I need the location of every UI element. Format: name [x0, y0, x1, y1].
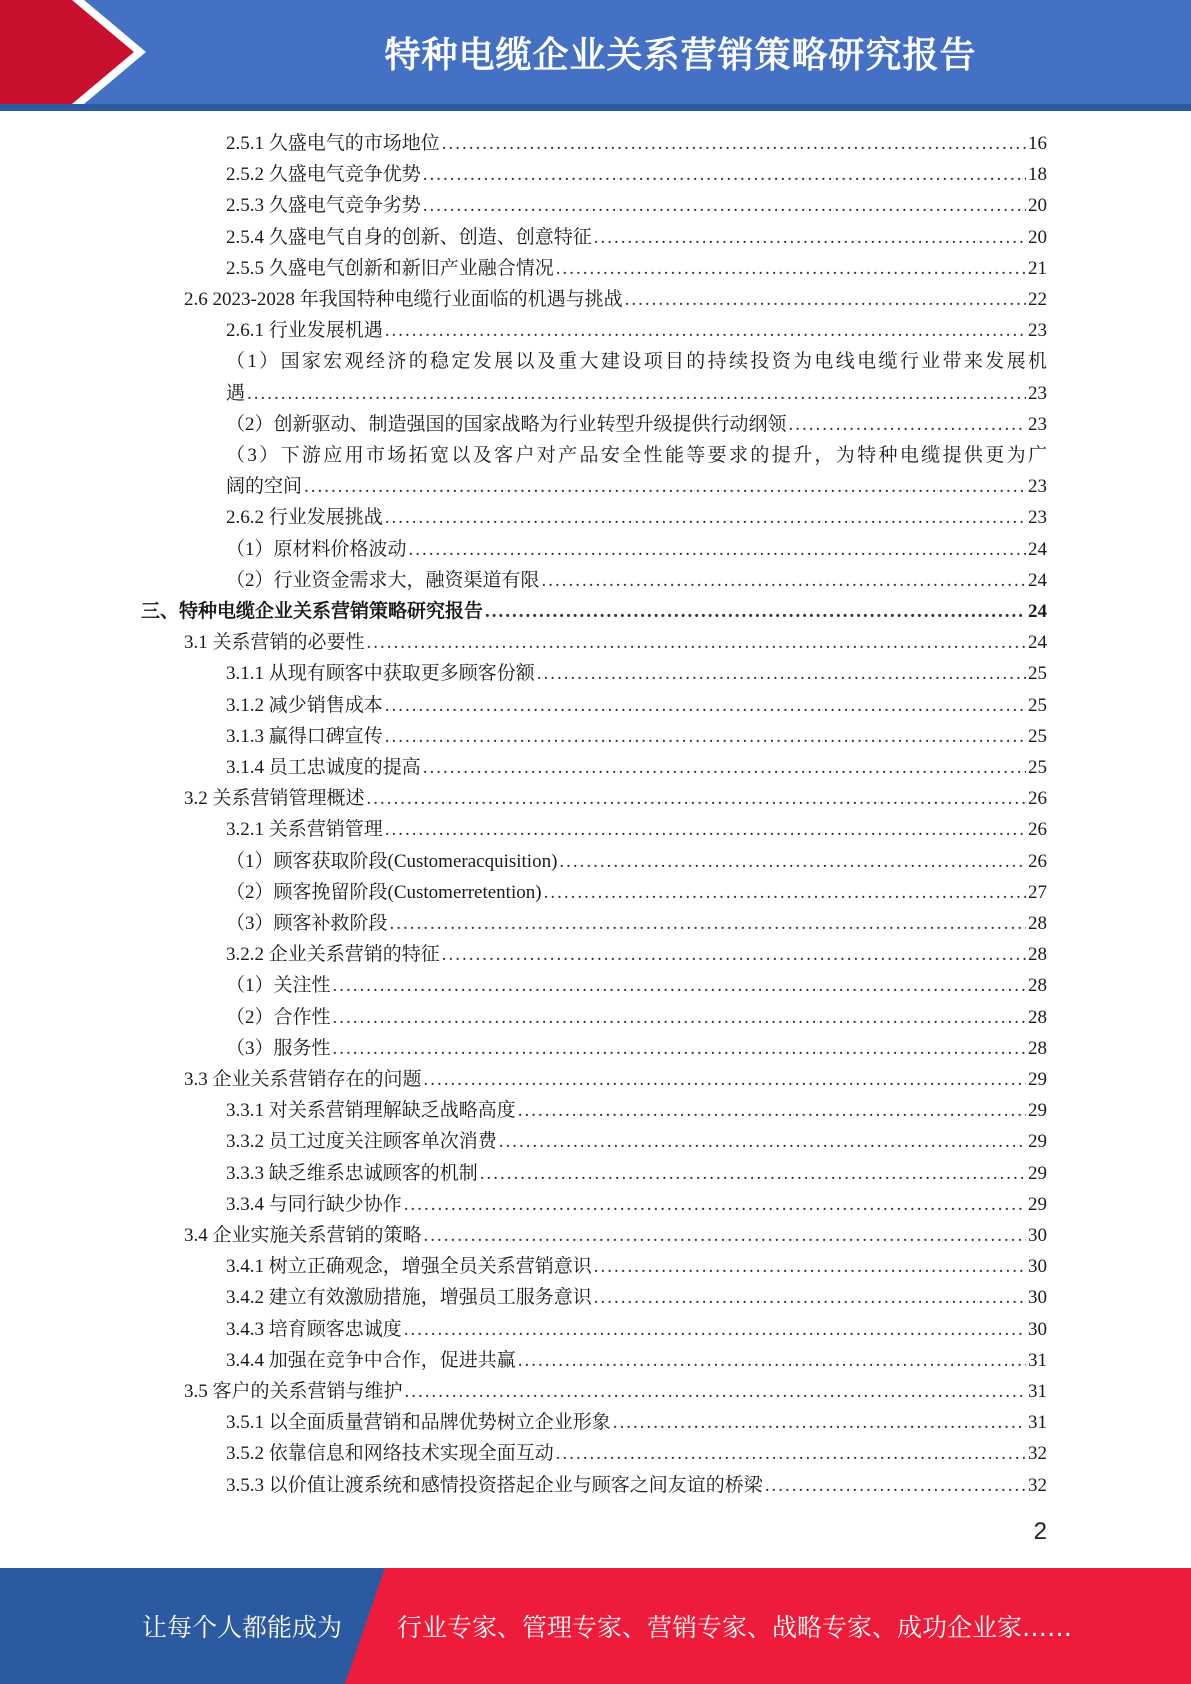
toc-entry[interactable] — [0, 1470, 1191, 1501]
toc-entry-title: 3.1.2 减少销售成本 — [226, 694, 383, 716]
toc-dot-leader — [442, 939, 1026, 970]
toc-entry-page: 20 — [1028, 226, 1047, 248]
toc-entry[interactable] — [0, 128, 1191, 159]
toc-dot-leader — [594, 1282, 1026, 1313]
toc-dot-leader — [789, 409, 1026, 440]
toc-entry[interactable] — [0, 908, 1191, 939]
toc-entry-line — [226, 128, 1047, 159]
toc-dot-leader — [537, 658, 1026, 689]
toc-entry-title: 2.6.1 行业发展机遇 — [226, 320, 383, 342]
toc-entry-line — [226, 502, 1047, 533]
toc-entry-title: 2.5.4 久盛电气自身的创新、创造、创意特征 — [226, 226, 592, 248]
toc-entry-page: 25 — [1028, 757, 1047, 778]
toc-entry-page: 29 — [1028, 1069, 1047, 1090]
toc-entry-title: 3.5.2 依靠信息和网络技术实现全面互动 — [226, 1443, 554, 1465]
toc-entry-line — [226, 1095, 1047, 1126]
toc-entry-line — [226, 846, 1047, 877]
toc-entry[interactable] — [0, 846, 1191, 877]
toc-entry-page: 29 — [1028, 1193, 1047, 1215]
toc-entry-title: （2）创新驱动、制造强国的国家战略为行业转型升级提供行动纲领 — [226, 413, 787, 435]
toc-entry-page: 26 — [1028, 788, 1047, 810]
toc-dot-leader — [409, 534, 1026, 565]
toc-entry-line — [184, 1376, 1047, 1407]
toc-entry-line — [226, 253, 1047, 284]
toc-entry[interactable] — [0, 596, 1191, 627]
toc-entry-title: 3.1 关系营销的必要性 — [184, 632, 365, 654]
toc-entry-title: 2.5.2 久盛电气竞争优势 — [226, 164, 421, 186]
toc-dot-leader — [499, 1126, 1026, 1157]
toc-entry[interactable] — [0, 627, 1191, 658]
toc-entry-title: 3.1.4 员工忠诚度的提高 — [226, 757, 421, 778]
toc-entry-page: 28 — [1028, 913, 1047, 934]
toc-entry-page: 25 — [1028, 663, 1047, 685]
toc-entry-title: （1）关注性 — [226, 975, 331, 997]
toc-entry-title: 三、特种电缆企业关系营销策略研究报告 — [141, 601, 484, 622]
toc-entry-page: 23 — [1028, 476, 1047, 498]
toc-dot-leader — [480, 1158, 1026, 1189]
toc-entry-title: （3）服务性 — [226, 1037, 331, 1059]
toc-entry-page: 30 — [1028, 1287, 1047, 1309]
toc-entry-title: （2）顾客挽留阶段(Customerretention) — [226, 881, 542, 903]
toc-entry[interactable] — [0, 877, 1191, 908]
toc-entry-title: 阔的空间 — [226, 476, 303, 498]
toc-entry-line — [226, 1189, 1047, 1220]
toc-dot-leader — [518, 1345, 1026, 1376]
toc-entry-page: 28 — [1028, 1006, 1047, 1028]
toc-entry-line — [226, 534, 1047, 565]
toc-entry-title: 2.5.5 久盛电气创新和新旧产业融合情况 — [226, 257, 554, 279]
toc-dot-leader — [424, 1064, 1026, 1095]
toc-entry-line — [226, 1282, 1047, 1313]
toc-entry-page: 23 — [1028, 507, 1047, 529]
toc-dot-leader — [423, 159, 1026, 190]
toc-entry[interactable] — [0, 1033, 1191, 1064]
toc-dot-leader — [442, 128, 1026, 159]
toc-entry[interactable] — [0, 1376, 1191, 1407]
page-header — [0, 0, 1191, 111]
toc-entry[interactable] — [0, 1282, 1191, 1313]
toc-entry[interactable] — [0, 565, 1191, 596]
toc-dot-leader — [423, 190, 1026, 221]
toc-entry-page: 32 — [1028, 1443, 1047, 1465]
toc-entry-page: 28 — [1028, 944, 1047, 966]
toc-entry-page: 25 — [1028, 725, 1047, 747]
toc-entry-title-first-line: （3）下游应用市场拓宽以及客户对产品安全性能等要求的提升，为特种电缆提供更为广 — [226, 445, 1047, 466]
toc-dot-leader — [385, 315, 1026, 346]
toc-entry[interactable] — [0, 471, 1191, 502]
toc-entry-line — [226, 1002, 1047, 1033]
toc-entry[interactable] — [0, 284, 1191, 315]
toc-dot-leader — [385, 814, 1026, 845]
toc-entry-title: 3.4.4 加强在竞争中合作，促进共赢 — [226, 1349, 516, 1371]
toc-entry-line — [226, 1158, 1047, 1189]
toc-entry-line — [226, 721, 1047, 752]
toc-entry-title: （2）行业资金需求大，融资渠道有限 — [226, 569, 540, 591]
toc-entry-title: 3.1.1 从现有顾客中获取更多顾客份额 — [226, 663, 535, 685]
toc-dot-leader — [385, 502, 1026, 533]
toc-dot-leader — [333, 970, 1026, 1001]
toc-entry[interactable] — [0, 1158, 1191, 1189]
toc-entry-page: 24 — [1028, 632, 1047, 654]
toc-entry-line — [226, 690, 1047, 721]
toc-entry-title: 3.1.3 赢得口碑宣传 — [226, 725, 383, 747]
toc-entry[interactable] — [0, 1189, 1191, 1220]
toc-dot-leader — [556, 253, 1026, 284]
toc-entry-page: 29 — [1028, 1162, 1047, 1184]
toc-entry[interactable] — [0, 783, 1191, 814]
toc-entry[interactable] — [0, 1002, 1191, 1033]
toc-dot-leader — [424, 1220, 1026, 1251]
toc-entry-page: 21 — [1028, 257, 1047, 279]
toc-entry-line — [184, 284, 1047, 315]
toc-entry-line — [226, 814, 1047, 845]
toc-entry-page: 26 — [1028, 819, 1047, 841]
toc-entry-page: 24 — [1028, 538, 1047, 560]
toc-dot-leader — [390, 908, 1026, 939]
toc-dot-leader — [542, 565, 1026, 596]
toc-dot-leader — [333, 1002, 1026, 1033]
toc-entry-page: 18 — [1028, 164, 1047, 186]
toc-entry[interactable] — [0, 970, 1191, 1001]
toc-entry-page: 30 — [1028, 1318, 1047, 1340]
toc-dot-leader — [485, 596, 1026, 627]
toc-entry-title: 2.5.3 久盛电气竞争劣势 — [226, 195, 421, 217]
toc-entry[interactable] — [0, 253, 1191, 284]
toc-entry-line — [226, 1251, 1047, 1282]
toc-entry-line — [184, 1064, 1047, 1095]
toc-entry-title: 3.2.1 关系营销管理 — [226, 819, 383, 841]
toc-entry-line — [184, 783, 1047, 814]
toc-entry-page: 20 — [1028, 195, 1047, 217]
toc-dot-leader — [385, 690, 1026, 721]
toc-entry[interactable] — [0, 378, 1191, 409]
toc-entry-title: 3.3.2 员工过度关注顾客单次消费 — [226, 1131, 497, 1153]
toc-entry-title: 3.5.3 以价值让渡系统和感情投资搭起企业与顾客之间友谊的桥梁 — [226, 1474, 763, 1496]
toc-entry-line — [226, 1126, 1047, 1157]
toc-entry-line — [226, 222, 1047, 253]
toc-entry[interactable] — [0, 1095, 1191, 1126]
toc-entry-line — [226, 1345, 1047, 1376]
toc-entry-title: （2）合作性 — [226, 1006, 331, 1028]
toc-entry-line — [226, 658, 1047, 689]
toc-entry-wrapped-line[interactable] — [0, 440, 1191, 471]
toc-dot-leader — [544, 877, 1026, 908]
toc-entry[interactable] — [0, 1064, 1191, 1095]
toc-dot-leader — [765, 1470, 1026, 1501]
toc-entry-page: 16 — [1028, 133, 1047, 154]
toc-entry-title: 3.2.2 企业关系营销的特征 — [226, 944, 440, 966]
toc-entry-title: 遇 — [226, 382, 246, 404]
toc-entry[interactable] — [0, 939, 1191, 970]
header-title: 特种电缆企业关系营销策略研究报告 — [384, 34, 977, 76]
toc-entry-line — [226, 565, 1047, 596]
toc-dot-leader — [404, 1314, 1026, 1345]
toc-dot-leader — [625, 284, 1026, 315]
toc-entry-line — [226, 1314, 1047, 1345]
toc-entry-title: 3.5.1 以全面质量营销和品牌优势树立企业形象 — [226, 1412, 611, 1434]
toc-entry-page: 30 — [1028, 1225, 1047, 1246]
toc-entry-title: 3.2 关系营销管理概述 — [184, 788, 365, 810]
toc-dot-leader — [594, 222, 1026, 253]
toc-entry-line — [226, 378, 1047, 409]
toc-entry-line — [226, 315, 1047, 346]
toc-dot-leader — [304, 471, 1026, 502]
toc-entry[interactable] — [0, 534, 1191, 565]
toc-entry[interactable] — [0, 502, 1191, 533]
toc-dot-leader — [247, 378, 1026, 409]
toc-entry-title: 3.4.3 培育顾客忠诚度 — [226, 1318, 402, 1340]
page-number: 2 — [1033, 1518, 1047, 1545]
toc-entry-line — [226, 908, 1047, 939]
toc-entry[interactable] — [0, 690, 1191, 721]
footer-slogan-right: 行业专家、管理专家、营销专家、战略专家、成功企业家…… — [397, 1613, 1073, 1642]
toc-entry-page: 28 — [1028, 1037, 1047, 1059]
toc-entry-title: （3）顾客补救阶段 — [226, 913, 388, 934]
toc-entry[interactable] — [0, 1314, 1191, 1345]
toc-entry[interactable] — [0, 1126, 1191, 1157]
toc-entry[interactable] — [0, 752, 1191, 783]
toc-dot-leader — [404, 1189, 1026, 1220]
toc-entry-page: 27 — [1028, 881, 1047, 903]
toc-entry-page: 25 — [1028, 694, 1047, 716]
toc-entry-line — [226, 939, 1047, 970]
toc-dot-leader — [423, 752, 1026, 783]
toc-entry[interactable] — [0, 721, 1191, 752]
toc-entry-page: 24 — [1028, 569, 1047, 591]
toc-entry[interactable] — [0, 315, 1191, 346]
toc-entry-page: 24 — [1028, 601, 1047, 622]
toc-entry-title: 2.6.2 行业发展挑战 — [226, 507, 383, 529]
toc-entry-title: 3.4.2 建立有效激励措施，增强员工服务意识 — [226, 1287, 592, 1309]
toc-entry-title: 3.5 客户的关系营销与维护 — [184, 1381, 403, 1402]
footer-slogan-left: 让每个人都能成为 — [142, 1613, 343, 1642]
toc-entry[interactable] — [0, 222, 1191, 253]
toc-entry-page: 31 — [1028, 1349, 1047, 1371]
toc-entry-page: 29 — [1028, 1100, 1047, 1122]
toc-dot-leader — [594, 1251, 1026, 1282]
toc-entry[interactable] — [0, 814, 1191, 845]
toc-entry-line — [184, 627, 1047, 658]
toc-entry[interactable] — [0, 1345, 1191, 1376]
toc-entry-line — [226, 190, 1047, 221]
toc-entry-title: 3.4 企业实施关系营销的策略 — [184, 1225, 422, 1246]
toc-entry[interactable] — [0, 159, 1191, 190]
toc-entry-page: 22 — [1028, 289, 1047, 310]
toc-entry-page: 26 — [1028, 850, 1047, 872]
toc-dot-leader — [367, 627, 1026, 658]
toc-entry-line — [226, 1438, 1047, 1469]
toc-dot-leader — [385, 721, 1026, 752]
toc-entry-page: 31 — [1028, 1412, 1047, 1434]
toc-entry-line — [226, 159, 1047, 190]
page-footer — [0, 1568, 1191, 1684]
toc-entry-line — [226, 471, 1047, 502]
toc-entry[interactable] — [0, 1251, 1191, 1282]
toc-entry-title: 2.5.1 久盛电气的市场地位 — [226, 133, 440, 154]
toc-entry-title: （1）顾客获取阶段(Customeracquisition) — [226, 850, 558, 872]
toc-entry-title-first-line: （1）国家宏观经济的稳定发展以及重大建设项目的持续投资为电线电缆行业带来发展机 — [226, 351, 1047, 373]
toc-entry-line — [141, 596, 1047, 627]
toc-entry-page: 23 — [1028, 320, 1047, 342]
toc-entry-page: 23 — [1028, 413, 1047, 435]
toc-entry-page: 28 — [1028, 975, 1047, 997]
toc-entry-line — [226, 752, 1047, 783]
toc-entry-line — [184, 1220, 1047, 1251]
toc-entry-title: 2.6 2023-2028 年我国特种电缆行业面临的机遇与挑战 — [184, 289, 623, 310]
toc-entry-line — [226, 1033, 1047, 1064]
toc-entry[interactable] — [0, 658, 1191, 689]
toc-entry-title: 3.3.3 缺乏维系忠诚顾客的机制 — [226, 1162, 478, 1184]
toc-dot-leader — [556, 1438, 1026, 1469]
toc-dot-leader — [333, 1033, 1026, 1064]
toc-dot-leader — [367, 783, 1026, 814]
toc-entry[interactable] — [0, 409, 1191, 440]
toc-entry-page: 30 — [1028, 1256, 1047, 1278]
toc-entry-line — [226, 1407, 1047, 1438]
toc-entry-title: 3.3 企业关系营销存在的问题 — [184, 1069, 422, 1090]
toc-entry-page: 32 — [1028, 1474, 1047, 1496]
toc-entry-title: 3.3.1 对关系营销理解缺乏战略高度 — [226, 1100, 516, 1122]
toc-entry-line — [226, 1470, 1047, 1501]
toc-entry-page: 31 — [1028, 1381, 1047, 1402]
toc-entry-page: 23 — [1028, 382, 1047, 404]
toc-entry-line — [226, 970, 1047, 1001]
toc-dot-leader — [559, 846, 1026, 877]
toc-entry-page: 29 — [1028, 1131, 1047, 1153]
toc-entry-wrapped-line[interactable] — [0, 346, 1191, 377]
toc-entry-title: 3.3.4 与同行缺少协作 — [226, 1193, 402, 1215]
toc-dot-leader — [518, 1095, 1026, 1126]
toc-entry-line — [226, 877, 1047, 908]
toc-entry-line — [226, 409, 1047, 440]
toc-entry[interactable] — [0, 190, 1191, 221]
toc-entry-title: 3.4.1 树立正确观念，增强全员关系营销意识 — [226, 1256, 592, 1278]
toc-entry[interactable] — [0, 1407, 1191, 1438]
toc-entry[interactable] — [0, 1438, 1191, 1469]
toc-entry-title: （1）原材料价格波动 — [226, 538, 407, 560]
toc-dot-leader — [613, 1407, 1026, 1438]
toc-entry[interactable] — [0, 1220, 1191, 1251]
toc-dot-leader — [405, 1376, 1026, 1407]
